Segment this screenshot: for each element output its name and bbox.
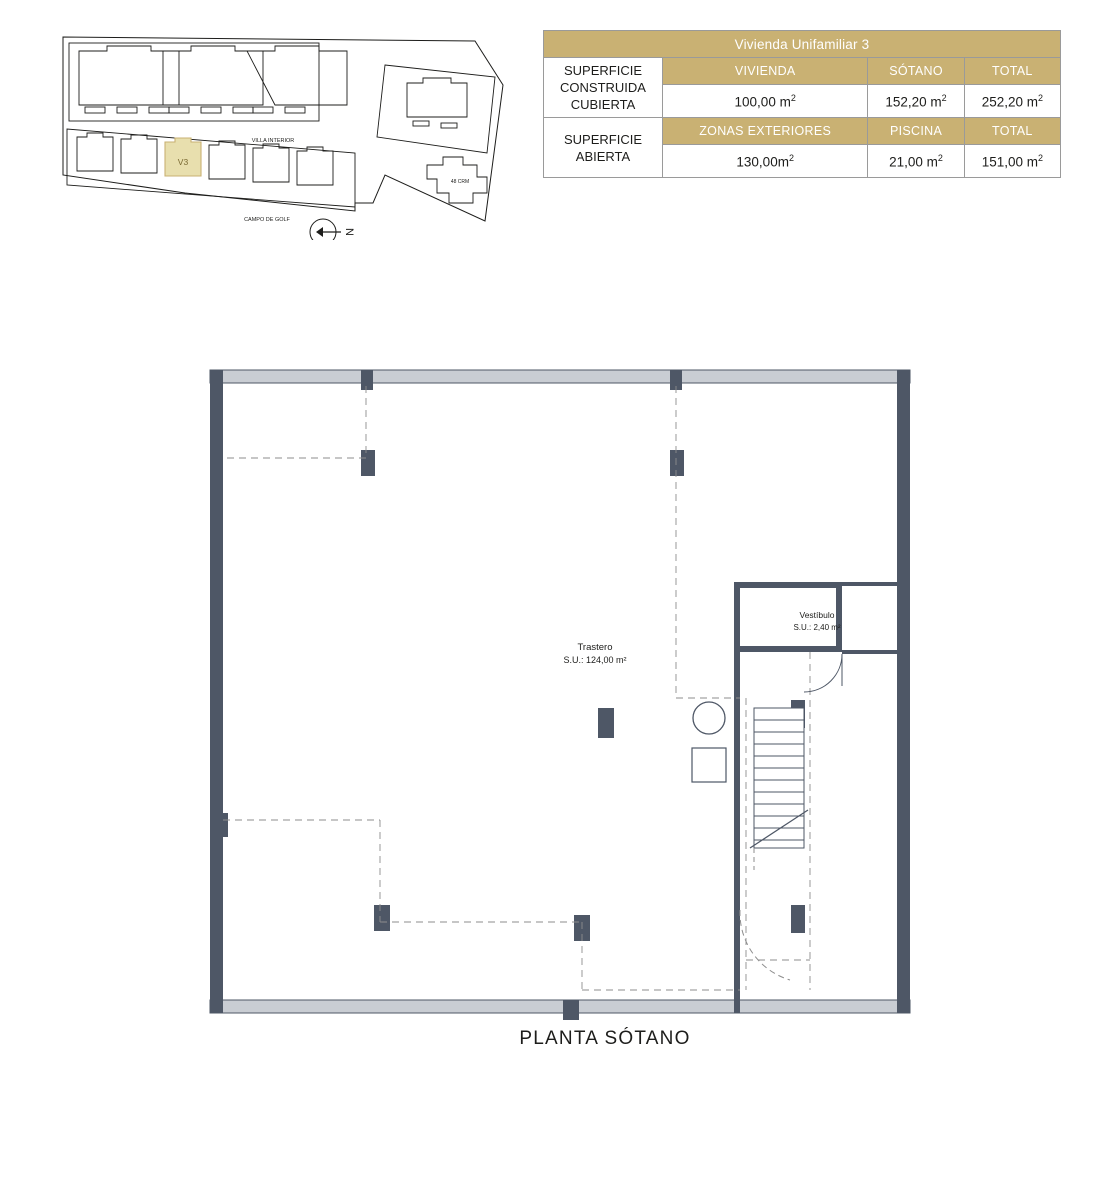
compass-label: N xyxy=(343,228,356,236)
table-row xyxy=(544,58,1061,85)
room-name-trastero: Trastero xyxy=(577,642,613,653)
plan-caption-wrapper xyxy=(0,1028,1105,1050)
staircase xyxy=(750,708,808,870)
room-area-trastero: S.U.: 124,00 m² xyxy=(563,655,627,665)
layout-dashed-lines xyxy=(223,386,810,990)
superscript-2: 2 xyxy=(790,92,796,103)
value-piscina-text: 21,00 m xyxy=(889,154,938,170)
room-label-trastero xyxy=(563,642,626,665)
compass-icon xyxy=(310,219,355,240)
superscript-2: 2 xyxy=(1037,152,1043,163)
table-title-row xyxy=(544,31,1061,58)
row-label-superficie-construida: SUPERFICIE CONSTRUIDA CUBIERTA xyxy=(544,58,663,118)
superscript-2: 2 xyxy=(937,152,943,163)
key-plan xyxy=(55,25,525,240)
superscript-2: 2 xyxy=(788,152,794,163)
room-area-vestibulo: S.U.: 2,40 m² xyxy=(793,623,841,632)
table-row xyxy=(544,118,1061,145)
value-total-construida xyxy=(964,85,1060,118)
header-zonas-exteriores: ZONAS EXTERIORES xyxy=(663,118,868,145)
keyplan-label-48crm: 48 CRM xyxy=(450,179,470,185)
columns xyxy=(210,370,805,1020)
room-label-vestibulo xyxy=(793,610,840,632)
table-title: Vivienda Unifamiliar 3 xyxy=(544,31,1061,58)
floor-plan-drawing xyxy=(180,350,940,1070)
value-sotano xyxy=(868,85,964,118)
keyplan-label-campo-de-golf: CAMPO DE GOLF xyxy=(244,217,290,223)
header-total-abierta: TOTAL xyxy=(964,118,1060,145)
value-total-construida-text: 252,20 m xyxy=(981,94,1038,110)
value-vivienda xyxy=(663,85,868,118)
value-total-abierta-text: 151,00 m xyxy=(981,154,1038,170)
value-total-abierta xyxy=(964,145,1060,178)
row-label-superficie-abierta: SUPERFICIE ABIERTA xyxy=(544,118,663,178)
header-total: TOTAL xyxy=(964,58,1060,85)
areas-table xyxy=(543,30,1061,178)
superscript-2: 2 xyxy=(1037,92,1043,103)
value-piscina xyxy=(868,145,964,178)
value-zonas-exteriores xyxy=(663,145,868,178)
room-name-vestibulo: Vestíbulo xyxy=(799,610,835,620)
keyplan-highlight-v3 xyxy=(165,138,201,176)
value-zonas-exteriores-text: 130,00m xyxy=(736,154,789,170)
round-column xyxy=(693,702,725,734)
value-vivienda-text: 100,00 m xyxy=(734,94,791,110)
value-sotano-text: 152,20 m xyxy=(885,94,942,110)
plan-caption: PLANTA SÓTANO xyxy=(519,1028,691,1049)
superscript-2: 2 xyxy=(941,92,947,103)
fixture-square xyxy=(692,748,726,782)
header-sotano: SÓTANO xyxy=(868,58,964,85)
keyplan-label-villa-interior: VILLA INTERIOR xyxy=(251,138,295,144)
header-vivienda: VIVIENDA xyxy=(663,58,868,85)
keyplan-highlight-label: V3 xyxy=(177,157,189,167)
header-piscina: PISCINA xyxy=(868,118,964,145)
